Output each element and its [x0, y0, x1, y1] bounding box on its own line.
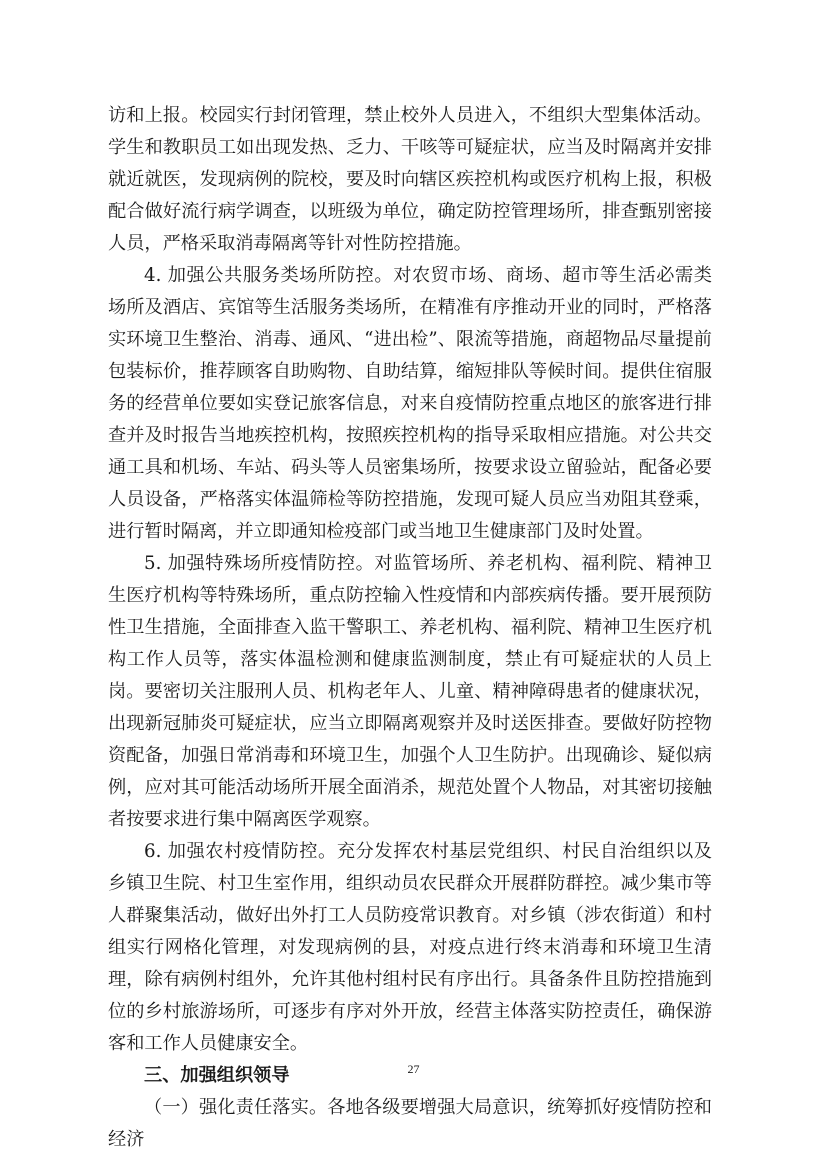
section-heading: 三、加强组织领导 — [144, 1065, 290, 1086]
page-number: 27 — [407, 1062, 420, 1076]
paragraph-item-4: 4. 加强公共服务类场所防控。对农贸市场、商场、超市等生活必需类场所及酒店、宾馆等生活服务类场所，在精准有序推动开业的同时，严格落实环境卫生整治、消毒、通风、“进出检”、限流等措施，商超物品尽量提前包装标价，推荐顾客自助购物、自助结算，缩短排队等候时间。提供住宿服务的经营单位要如实登记旅客信息，对来自疫情防控重点地区的旅客进行排查并及时报告当地疾控机构，按照疾控机构的指导采取相应措施。对公共交通工具和机场、车站、码头等人员密集场所，按要求设立留验站，配备必要人员设备，严格落实体温筛检等防控措施，发现可疑人员应当劝阻其登乘，进行暂时隔离，并立即通知检疫部门或当地卫生健康部门及时处置。 — [108, 265, 712, 542]
continuation-paragraph: 访和上报。校园实行封闭管理，禁止校外人员进入，不组织大型集体活动。学生和教职员工如出现发热、乏力、干咳等可疑症状，应当及时隔离并安排就近就医，发现病例的院校，要及时向辖区疾控机构或医疗机构上报，积极配合做好流行病学调查，以班级为单位，确定防控管理场所，排查甄别密接人员，严格采取消毒隔离等针对性防控措施。 — [108, 105, 712, 254]
paragraph-item-5: 5. 加强特殊场所疫情防控。对监管场所、养老机构、福利院、精神卫生医疗机构等特殊场所，重点防控输入性疫情和内部疾病传播。要开展预防性卫生措施，全面排查入监干警职工、养老机构、福利院、精神卫生医疗机构工作人员等，落实体温检测和健康监测制度，禁止有可疑症状的人员上岗。要密切关注服刑人员、机构老年人、儿童、精神障碍患者的健康状况，出现新冠肺炎可疑症状，应当立即隔离观察并及时送医排查。要做好防控物资配备，加强日常消毒和环境卫生，加强个人卫生防护。出现确诊、疑似病例，应对其可能活动场所开展全面消杀，规范处置个人物品，对其密切接触者按要求进行集中隔离医学观察。 — [108, 553, 712, 830]
paragraph-item-6: 6. 加强农村疫情防控。充分发挥农村基层党组织、村民自治组织以及乡镇卫生院、村卫生室作用，组织动员农民群众开展群防群控。减少集市等人群聚集活动，做好出外打工人员防疫常识教育。对乡镇（涉农街道）和村组实行网格化管理，对发现病例的县，对疫点进行终末消毒和环境卫生清理，除有病例村组外，允许其他村组村民有序出行。具备条件且防控措施到位的乡村旅游场所，可逐步有序对外开放，经营主体落实防控责任，确保游客和工作人员健康安全。 — [108, 841, 712, 1054]
paragraph-subsection-1: （一）强化责任落实。各地各级要增强大局意识，统筹抓好疫情防控和经济 — [108, 1097, 712, 1150]
page-body — [108, 100, 712, 1156]
